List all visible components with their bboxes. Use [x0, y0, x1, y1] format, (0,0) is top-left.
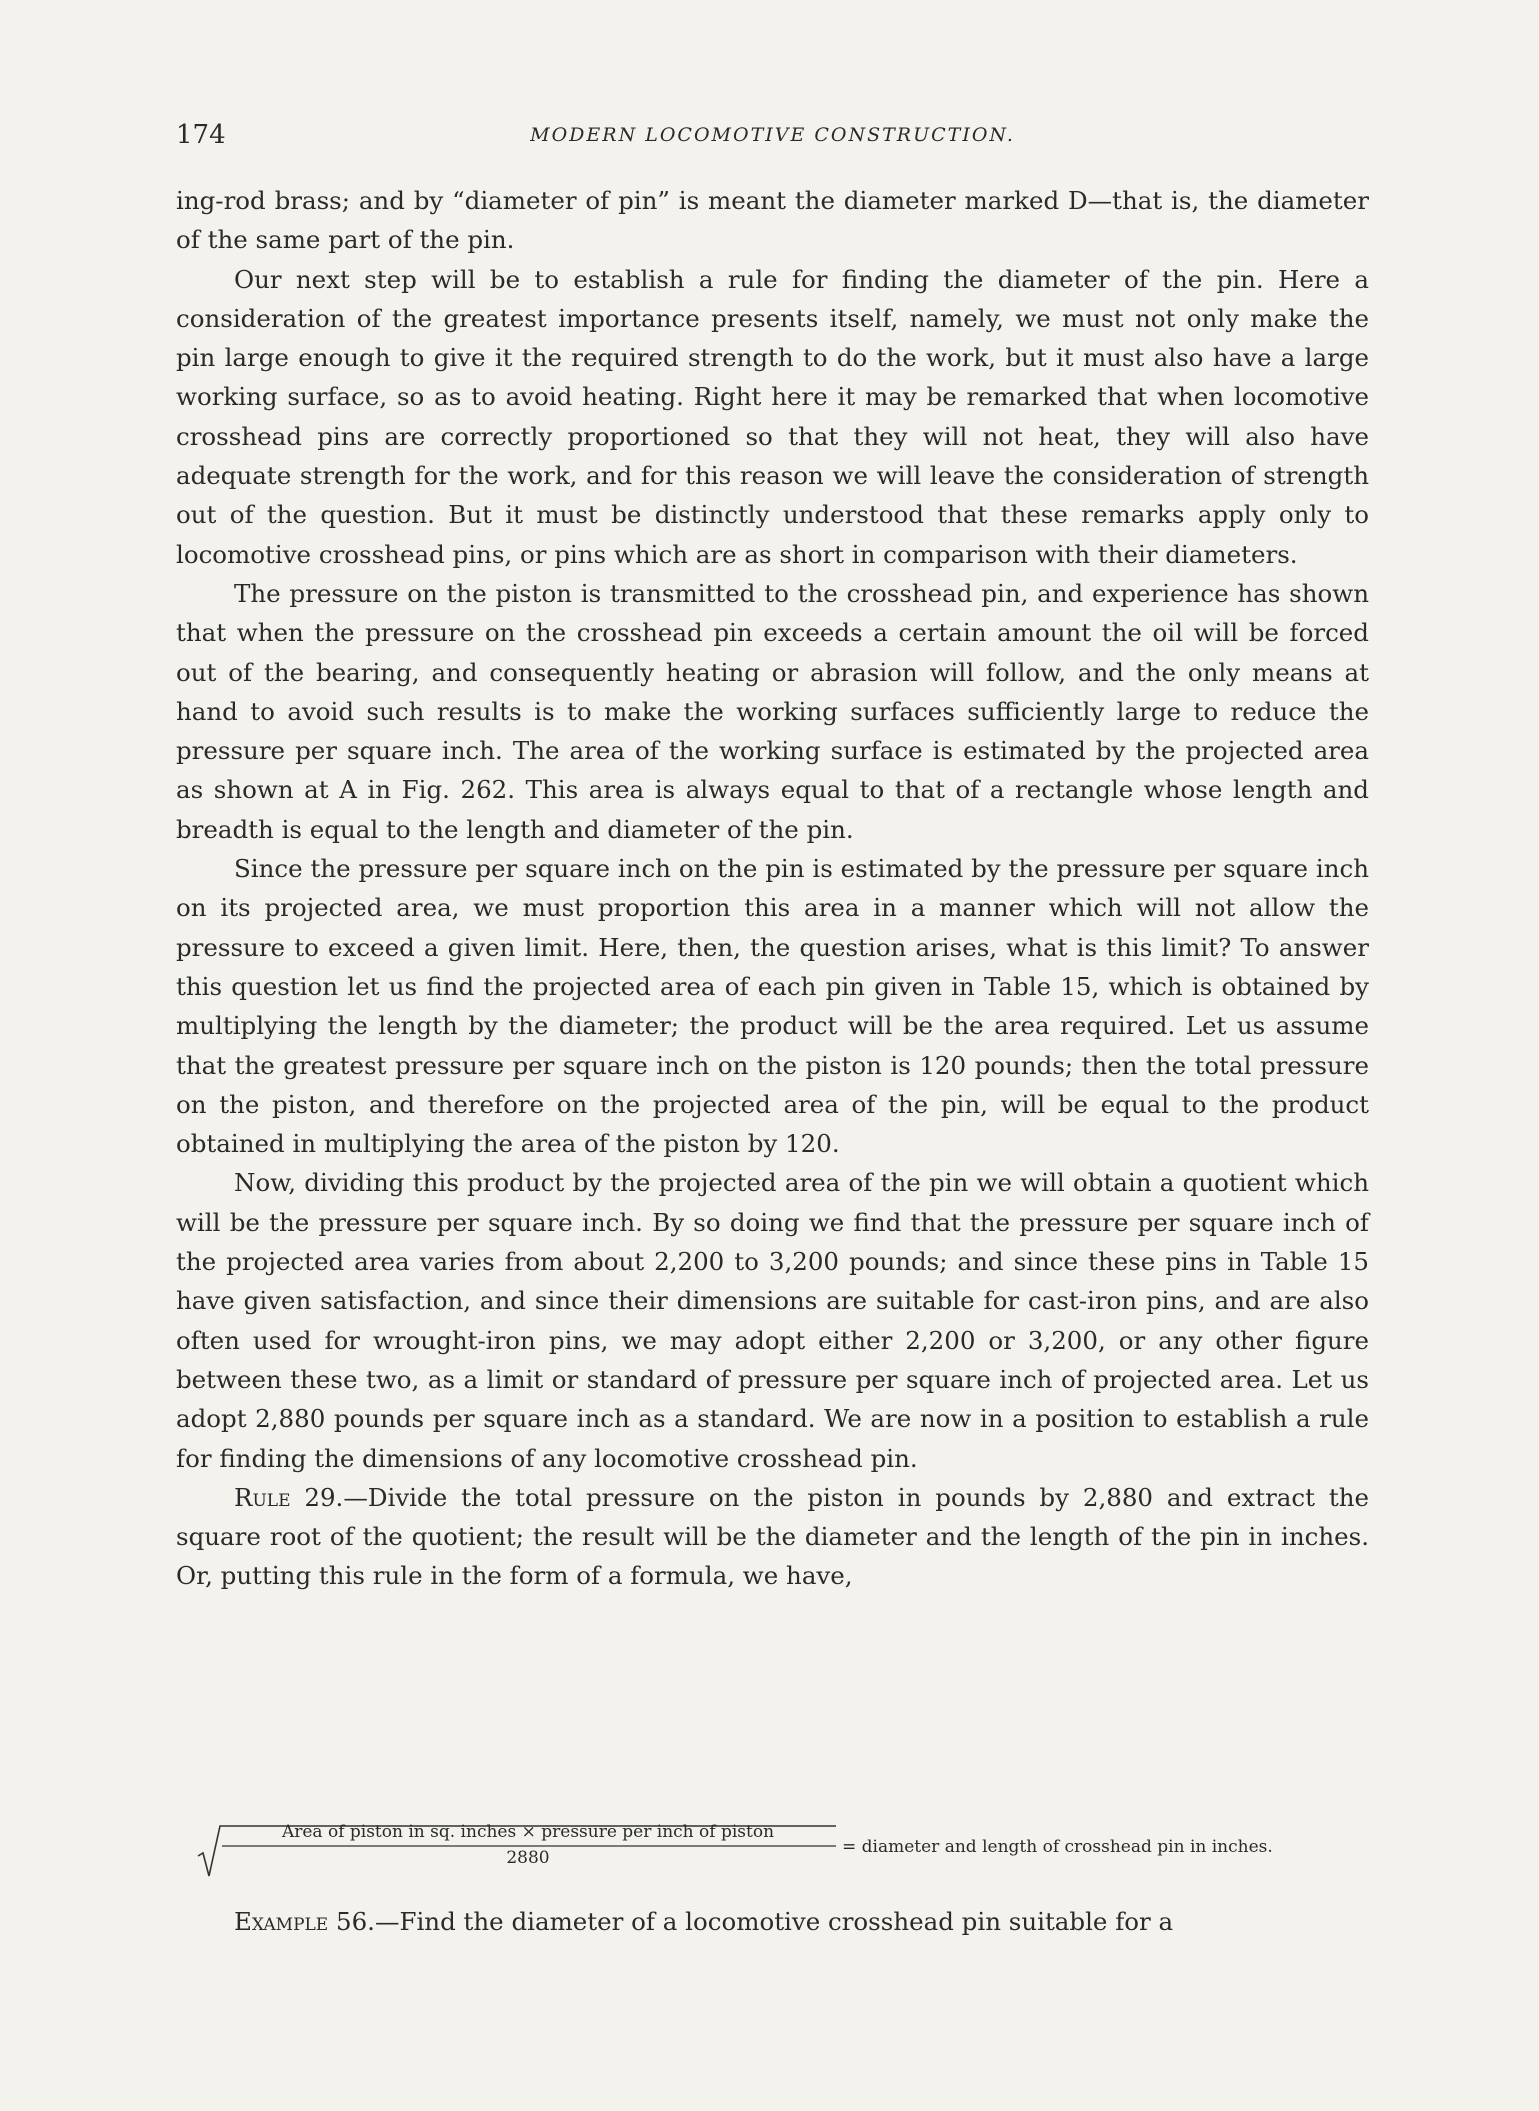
paragraph-1: ing-rod brass; and by “diameter of pin” is meant the diameter marked D—that is, the diameter of the same part of the pin.	[176, 186, 1369, 255]
example-text: —Find the diameter of a locomotive crosshead pin suitable for a	[374, 1907, 1174, 1936]
formula-fraction	[219, 1822, 837, 1868]
running-title: MODERN LOCOMOTIVE CONSTRUCTION.	[530, 124, 1015, 146]
example-paragraph	[176, 1902, 1369, 1941]
formula	[176, 1820, 1369, 1880]
paragraph-4: Since the pressure per square inch on the pin is estimated by the pressure per square inch on its projected area, we must proportion this area in a manner which will not allow the pressure to exceed a given limit. Here, then, the question arises, what is this limit? To answer this question let us find the projected area of each pin given in Table 15, which is obtained by multiplying the length by the diameter; the product will be the area required. Let us assume that the greatest pressure per square inch on the piston is 120 pounds; then the total pressure on the piston, and therefore on the projected area of the pin, will be equal to the product obtained in multiplying the area of the piston by 120.	[176, 854, 1369, 1159]
rule-paragraph	[176, 1478, 1369, 1596]
paragraph-5: Now, dividing this product by the projected area of the pin we will obtain a quotient which will be the pressure per square inch. By so doing we find that the pressure per square inch of the projected area varies from about 2,200 to 3,200 pounds; and since these pins in Table 15 have given satisfaction, and since their dimensions are suitable for cast-iron pins, and are also often used for wrought-iron pins, we may adopt either 2,200 or 3,200, or any other figure between these two, as a limit or standard of pressure per square inch of projected area. Let us adopt 2,880 pounds per square inch as a standard. We are now in a position to establish a rule for finding the dimensions of any locomotive crosshead pin.	[176, 1168, 1369, 1473]
paragraph-3: The pressure on the piston is transmitted to the crosshead pin, and experience has shown that when the pressure on the crosshead pin exceeds a certain amount the oil will be forced out of the bearing, and consequently heating or abrasion will follow, and the only means at hand to avoid such results is to make the working surfaces sufficiently large to reduce the pressure per square inch. The area of the working surface is estimated by the projected area as shown at A in Fig. 262. This area is always equal to that of a rectangle whose length and breadth is equal to the length and diameter of the pin.	[176, 578, 1369, 844]
formula-numerator: Area of piston in sq. inches × pressure per inch of piston	[281, 1822, 775, 1842]
rule-label: Rule 29.	[234, 1482, 344, 1512]
formula-denominator: 2880	[506, 1848, 550, 1868]
rule-text: —Divide the total pressure on the piston in pounds by 2,880 and extract the square root of the quotient; the result will be the diameter and the length of the pin in inches. Or, putting this rule in the form of a formula, we have,	[176, 1482, 1369, 1591]
page-number: 174	[176, 120, 226, 150]
formula-result: = diameter and length of crosshead pin in inches.	[842, 1837, 1273, 1857]
page-header	[176, 120, 1369, 160]
body-text	[176, 181, 1369, 1596]
paragraph-2: Our next step will be to establish a rule for finding the diameter of the pin. Here a consideration of the greatest importance presents itself, namely, we must not only make the pin large enough to give it the required strength to do the work, but it must also have a large working surface, so as to avoid heating. Right here it may be remarked that when locomotive crosshead pins are correctly proportioned so that they will not heat, they will also have adequate strength for the work, and for this reason we will leave the consideration of strength out of the question. But it must be distinctly understood that these remarks apply only to locomotive crosshead pins, or pins which are as short in comparison with their diameters.	[176, 264, 1369, 569]
example-label: Example 56.	[234, 1907, 375, 1936]
